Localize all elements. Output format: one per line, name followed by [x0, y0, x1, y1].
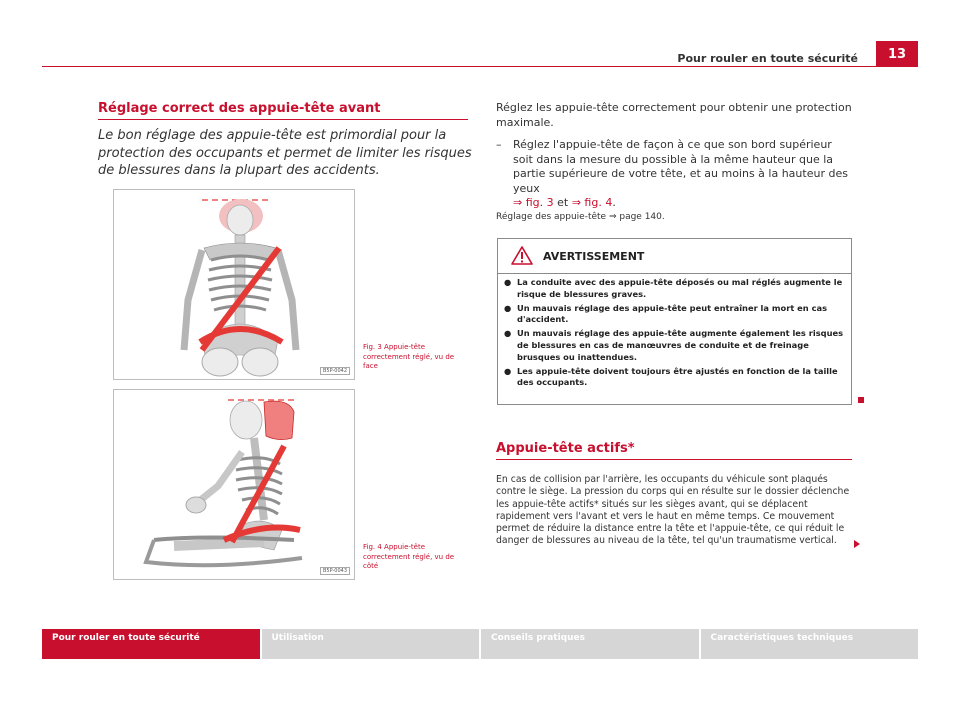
warning-item [504, 303, 844, 326]
step-text: Réglez l'appuie-tête de façon à ce que son bord supérieur soit dans la mesure du possible à la même hauteur que la partie supérieure de votre tête, et au moins à la hauteur des yeux [513, 138, 848, 195]
chapter-tabs [42, 629, 918, 659]
bullet: ● [504, 302, 512, 313]
warning-item [504, 328, 844, 363]
bullet: ● [504, 365, 512, 376]
list-dash: – [496, 138, 502, 151]
bullet: ● [504, 277, 512, 287]
section-title-headrest-adjust: Réglage correct des appuie-tête avant [98, 101, 381, 116]
link-fig-3[interactable]: ⇒ fig. 3 [513, 196, 554, 209]
warning-item-text: Un mauvais réglage des appuie-tête peut entraîner la mort en cas d'accident. [517, 302, 828, 325]
figure-4-caption: Fig. 4 Appuie-tête correctement réglé, vu de côté [363, 543, 455, 570]
figure-3-caption: Fig. 3 Appuie-tête correctement réglé, vu de face [363, 343, 455, 370]
cross-reference[interactable]: Réglage des appuie-tête ⇒ page 140. [496, 212, 665, 222]
step-and: et [553, 196, 572, 209]
section-rule [496, 459, 852, 460]
figure-code: B5P-0043 [320, 567, 350, 575]
figure-3-front-view [113, 189, 355, 380]
section-end-marker [858, 397, 864, 403]
running-header-title: Pour rouler en toute sécurité [677, 52, 858, 65]
figure-4-side-view [113, 389, 355, 580]
warning-item-text: Un mauvais réglage des appuie-tête augmente également les risques de blessures en cas de manœuvres de conduite et de freinage brusques ou inattendues. [517, 328, 844, 362]
bullet: ● [504, 328, 512, 339]
warning-list [504, 277, 844, 391]
header-rule [42, 66, 918, 67]
section-intro: Le bon réglage des appuie-tête est primordial pour la protection des occupants et permet de limiter les risques de blessures dans la plupart des accidents. [98, 128, 472, 178]
warning-item [504, 277, 844, 300]
warning-box [497, 238, 852, 405]
skeleton-side-illustration [114, 390, 354, 579]
warning-item-text: Les appuie-tête doivent toujours être ajustés en fonction de la taille des occupants. [517, 365, 838, 388]
tab-safety[interactable]: Pour rouler en toute sécurité [42, 629, 260, 659]
tab-operation[interactable]: Utilisation [262, 629, 480, 659]
warning-title: AVERTISSEMENT [543, 250, 645, 263]
section-title-active-headrests: Appuie-tête actifs* [496, 441, 635, 456]
page-number: 13 [876, 41, 918, 67]
section-rule [98, 119, 468, 120]
link-fig-4[interactable]: ⇒ fig. 4 [571, 196, 613, 209]
warning-item-text: La conduite avec des appuie-tête déposés ou mal réglés augmente le risque de blessures graves. [517, 277, 843, 299]
tab-practical-tips[interactable]: Conseils pratiques [481, 629, 699, 659]
warning-item [504, 366, 844, 389]
instruction-step [513, 138, 853, 211]
figure-code: B5P-0042 [320, 367, 350, 375]
instruction-intro: Réglez les appuie-tête correctement pour obtenir une protection maximale. [496, 101, 852, 129]
warning-triangle-icon [511, 246, 533, 265]
continue-arrow-icon [854, 540, 860, 548]
active-headrests-text: En cas de collision par l'arrière, les occupants du véhicule sont plaqués contre le siège. La pression du corps qui en résulte sur le dossier déclenche les appuie-tête actifs* situés sur les sièges avant, qui se déplacent rapidement vers l'avant et vers le haut en même temps. Ce mouvement permet de réduire la distance entre la tête et l'appuie-tête, ce qui réduit le danger de blessures au niveau de la tête, tel qu'un traumatisme vertical. [496, 474, 850, 547]
warning-header [498, 239, 851, 274]
skeleton-front-illustration [114, 190, 354, 379]
step-period: . [612, 196, 616, 209]
tab-technical-specs[interactable]: Caractéristiques techniques [701, 629, 919, 659]
